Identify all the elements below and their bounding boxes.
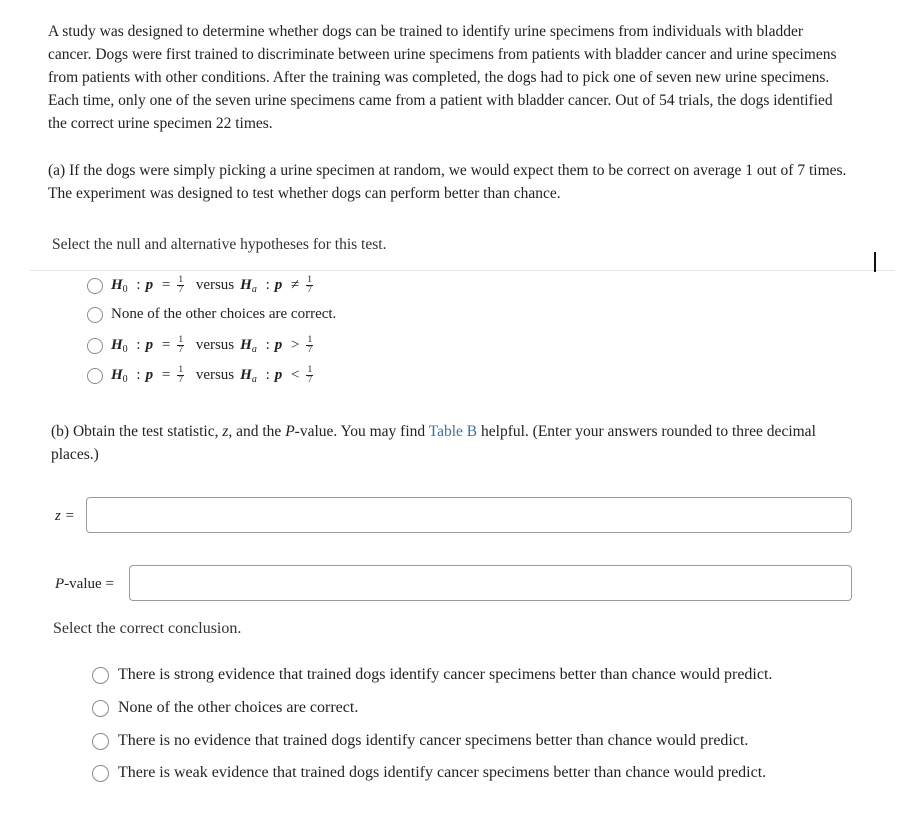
- fraction: $\frac{1}{7}$: [178, 335, 184, 355]
- section-divider: [30, 270, 895, 271]
- p-value-label: P-value =: [55, 576, 114, 592]
- radio-button[interactable]: [92, 700, 109, 717]
- option-label: There is no evidence that trained dogs identify cancer specimens better than chance would predict.: [118, 732, 749, 749]
- problem-intro: A study was designed to determine whether dogs can be trained to identify urine specimens from individuals with bladder cancer. Dogs were first trained to discriminate between urine specimens from patients with bladder cancer and urine specimens from patients with other conditions. After the training was completed, the dogs had to pick one of seven new urine specimens. Each time, only one of the seven urine specimens came from a patient with bladder cancer. Out of 54 trials, the dogs identified the correct urine specimen 22 times.: [48, 23, 837, 132]
- table-b-link[interactable]: Table B: [428, 423, 478, 440]
- conclusion-prompt: Select the correct conclusion.: [53, 620, 242, 637]
- conclusion-option-2[interactable]: [92, 699, 358, 717]
- radio-button[interactable]: [87, 368, 103, 384]
- part-b-text: (b) Obtain the test statistic, z, and the P-value. You may find Table B helpful. (Enter your answers rounded to three decimal places.): [51, 423, 816, 463]
- text-cursor: [874, 252, 876, 272]
- radio-button[interactable]: [92, 733, 109, 750]
- radio-button[interactable]: [87, 307, 103, 323]
- radio-button[interactable]: [87, 278, 103, 294]
- hypotheses-prompt: Select the null and alternative hypotheses for this test.: [52, 236, 387, 253]
- fraction: $\frac{1}{7}$: [307, 275, 312, 295]
- fraction: $\frac{1}{7}$: [178, 365, 184, 385]
- fraction: $\frac{1}{7}$: [307, 365, 313, 385]
- z-label: z =: [55, 508, 75, 524]
- option-label: None of the other choices are correct.: [118, 699, 359, 716]
- radio-button[interactable]: [92, 765, 109, 782]
- hypothesis-expression: $H_0$ : p = $\frac{1}{7}$ versus $H_a$ : p > $\frac{1}{7}$: [111, 335, 313, 355]
- radio-button[interactable]: [92, 667, 109, 684]
- conclusion-option-1[interactable]: [92, 666, 772, 684]
- hypothesis-option-4[interactable]: [87, 366, 315, 385]
- hypothesis-expression: $H_0$ : p = $\frac{1}{7}$ versus $H_a$ : p ≠ $\frac{1}{7}$: [111, 275, 312, 295]
- option-label: There is strong evidence that trained dogs identify cancer specimens better than chance would predict.: [118, 666, 773, 683]
- hypothesis-option-2[interactable]: [87, 306, 336, 323]
- conclusion-option-3[interactable]: [92, 732, 748, 750]
- p-value-input[interactable]: [129, 565, 852, 601]
- radio-button[interactable]: [87, 338, 103, 354]
- option-label: None of the other choices are correct.: [111, 306, 337, 322]
- hypothesis-option-1[interactable]: [87, 276, 315, 295]
- conclusion-option-4[interactable]: [92, 764, 766, 782]
- z-input[interactable]: [86, 497, 852, 533]
- fraction: $\frac{1}{7}$: [178, 275, 184, 295]
- option-label: There is weak evidence that trained dogs identify cancer specimens better than chance would predict.: [118, 764, 767, 781]
- fraction: $\frac{1}{7}$: [307, 335, 313, 355]
- hypothesis-expression: $H_0$ : p = $\frac{1}{7}$ versus $H_a$ : p < $\frac{1}{7}$: [111, 365, 313, 385]
- part-a-text: (a) If the dogs were simply picking a urine specimen at random, we would expect them to be correct on average 1 out of 7 times. The experiment was designed to test whether dogs can perform better than chance.: [48, 162, 847, 202]
- hypothesis-option-3[interactable]: [87, 336, 315, 355]
